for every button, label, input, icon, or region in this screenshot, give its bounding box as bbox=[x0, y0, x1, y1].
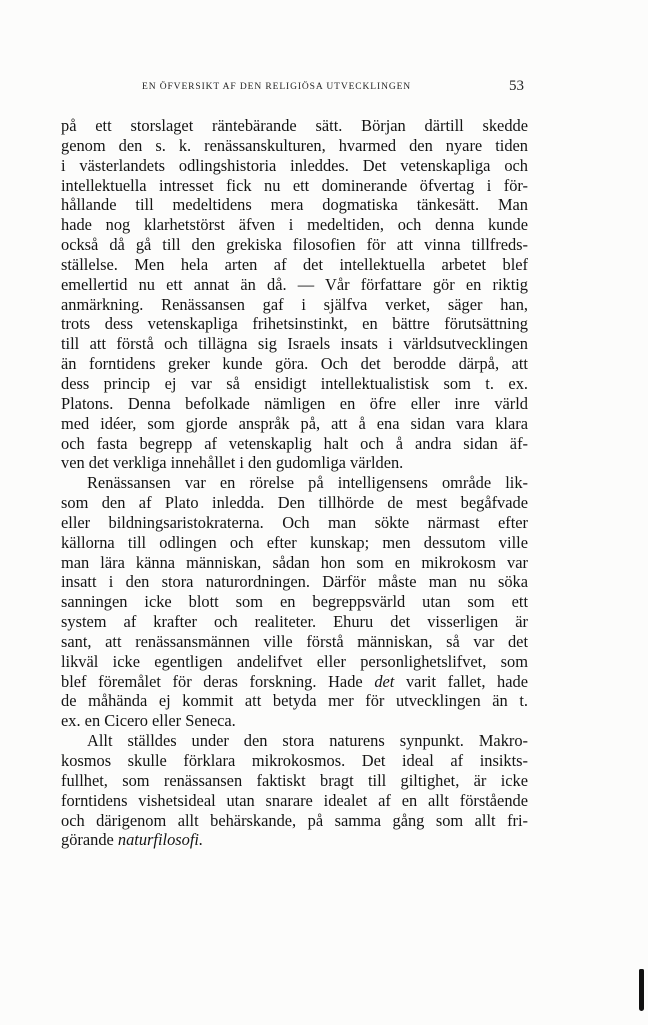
text-line: anmärkning. Renässansen gaf i själfva verket, säger han, bbox=[61, 294, 528, 314]
text-line: sant, att renässansmännen ville förstå människan, så var det bbox=[61, 631, 528, 651]
body-text bbox=[61, 116, 528, 850]
text-line: Allt ställdes under den stora naturens synpunkt. Makro- bbox=[87, 731, 528, 751]
text-line: hade nog klarhetstörst äfven i medeltiden, och denna kunde bbox=[61, 215, 528, 235]
text-line: hållande till medeltidens mera dogmatiska tänkesätt. Man bbox=[61, 195, 528, 215]
text-line: ex. en Cicero eller Seneca. bbox=[61, 711, 236, 731]
text-line: intellektuella intresset fick nu ett dominerande öfvertag i för- bbox=[61, 175, 528, 195]
text-line: som den af Plato inledda. Den tillhörde de mest begåfvade bbox=[61, 493, 528, 513]
text-line: fullhet, som renässansen faktiskt bragt till giltighet, är icke bbox=[61, 770, 528, 790]
text-line: de måhända ej kommit att betyda mer för utvecklingen än t. bbox=[61, 691, 528, 711]
text-line: sanningen icke blott som en begreppsvärld utan som ett bbox=[61, 592, 528, 612]
text-line: ställelse. Men hela arten af det intellektuella arbetet blef bbox=[61, 254, 528, 274]
page-number: 53 bbox=[509, 78, 524, 94]
text-line: blef föremålet för deras forskning. Hade det varit fallet, hade bbox=[61, 671, 529, 691]
text-line: forntidens vishetsideal utan snarare idealet af en allt förstående bbox=[61, 790, 528, 810]
text-line: system af krafter och realiteter. Ehuru det visserligen är bbox=[61, 612, 528, 632]
text-line: görande naturfilosofi. bbox=[61, 830, 204, 850]
text-line: man lära känna människan, sådan hon som en mikrokosm var bbox=[61, 552, 528, 572]
emphasis: naturfilosofi. bbox=[117, 830, 204, 850]
text-line: eller bildningsaristokraterna. Och man sökte närmast efter bbox=[61, 512, 528, 532]
text-line: Platons. Denna befolkade nämligen en öfre eller inre värld bbox=[61, 393, 528, 413]
text-line: genom den s. k. renässanskulturen, hvarmed den nyare tiden bbox=[61, 135, 528, 155]
text-line: än forntidens greker kunde göra. Och det berodde därpå, att bbox=[61, 354, 528, 374]
text-line: ven det verkliga innehållet i den gudomliga världen. bbox=[61, 453, 404, 473]
text-line: i västerlandets odlingshistoria inleddes. Det vetenskapliga och bbox=[61, 155, 528, 175]
text-line: till att förstå och tillägna sig Israels insats i världsutvecklingen bbox=[61, 334, 528, 354]
text-line: kosmos skulle förklara mikrokosmos. Det ideal af insikts- bbox=[61, 751, 528, 770]
text-line: insatt i den stora naturordningen. Därför måste man nu söka bbox=[61, 572, 528, 592]
text-line: källorna till odlingen och efter kunskap; men dessutom ville bbox=[61, 532, 528, 552]
running-title: EN ÖFVERSIKT AF DEN RELIGIÖSA UTVECKLINGEN bbox=[142, 82, 412, 92]
text-line: på ett storslaget räntebärande sätt. Början därtill skedde bbox=[61, 116, 528, 135]
text-line: med idéer, som gjorde anspråk på, att å ena sidan vara klara bbox=[61, 413, 528, 433]
text-line: dess princip ej var så ensidigt intellektualistisk som t. ex. bbox=[61, 373, 528, 393]
text-line: Renässansen var en rörelse på intelligensens område lik- bbox=[87, 473, 528, 493]
emphasis: det bbox=[374, 671, 395, 691]
text-line: och fasta begrepp af vetenskaplig halt och å andra sidan äf- bbox=[61, 433, 528, 453]
text-line: likväl icke egentligen andelifvet eller personlighetslifvet, som bbox=[61, 651, 528, 671]
text-line: och därigenom allt behärskande, på samma gång som allt fri- bbox=[61, 810, 528, 830]
text-line: trots dess vetenskapliga frihetsinstinkt, en bättre förutsättning bbox=[61, 314, 528, 334]
text-line: också då gå till den grekiska filosofien för att vinna tillfreds- bbox=[61, 235, 528, 255]
page-edge-mark bbox=[639, 969, 644, 1011]
text-line: emellertid nu ett annat än då. — Vår författare gör en riktig bbox=[61, 274, 528, 294]
